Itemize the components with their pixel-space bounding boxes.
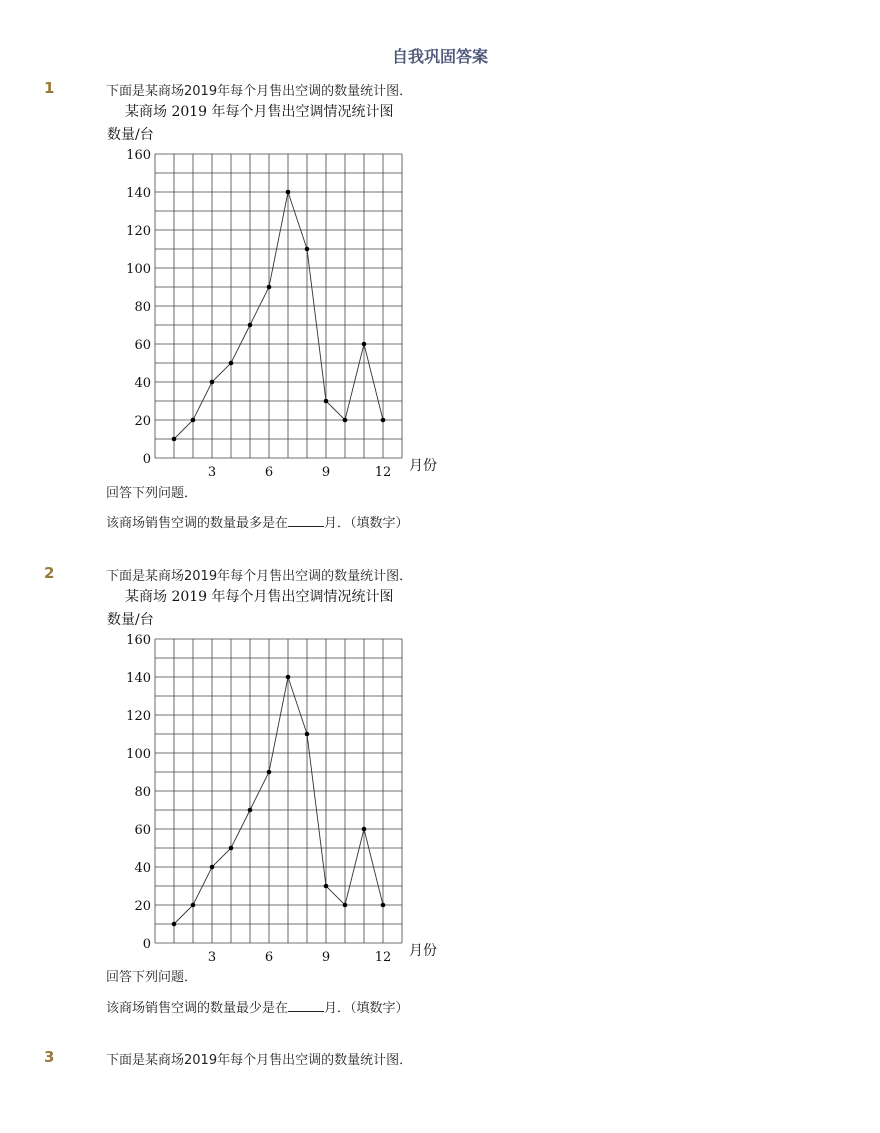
question-number: 2 xyxy=(44,564,55,582)
y-tick-label: 100 xyxy=(126,262,151,277)
question-sub: 回答下列问题． xyxy=(106,970,198,985)
x-tick-label: 12 xyxy=(374,465,392,480)
x-tick-label: 6 xyxy=(264,465,274,480)
question-intro: 下面是某商场2019年每个月售出空调的数量统计图． xyxy=(106,1053,413,1068)
y-tick-label: 140 xyxy=(126,186,151,201)
x-tick-label: 9 xyxy=(321,465,331,480)
series-line xyxy=(174,677,383,924)
y-tick-label: 20 xyxy=(134,899,151,914)
data-point xyxy=(343,903,348,908)
y-tick-label: 60 xyxy=(134,338,151,353)
x-axis-label: 月份 xyxy=(409,943,437,959)
data-point xyxy=(229,361,234,366)
data-point xyxy=(286,190,291,195)
data-point xyxy=(267,770,272,775)
prompt-before: 该商场销售空调的数量最少是在 xyxy=(106,1001,289,1016)
data-point xyxy=(305,732,310,737)
y-tick-label: 0 xyxy=(142,937,151,952)
data-point xyxy=(324,884,329,889)
answer-blank[interactable] xyxy=(288,999,324,1012)
y-tick-label: 160 xyxy=(126,148,151,163)
prompt-after: 月．（填数字） xyxy=(324,1001,409,1016)
question-prompt xyxy=(106,997,409,1016)
y-tick-label: 120 xyxy=(126,709,151,724)
y-tick-label: 120 xyxy=(126,224,151,239)
chart-title: 某商场 2019 年每个月售出空调情况统计图 xyxy=(125,589,394,605)
data-point xyxy=(191,418,196,423)
chart-svg xyxy=(100,581,450,965)
prompt-before: 该商场销售空调的数量最多是在 xyxy=(106,516,289,531)
data-point xyxy=(267,285,272,290)
question-intro: 下面是某商场2019年每个月售出空调的数量统计图． xyxy=(106,84,413,99)
chart-svg xyxy=(100,96,450,480)
y-tick-label: 60 xyxy=(134,823,151,838)
y-tick-label: 40 xyxy=(134,861,151,876)
y-axis-label: 数量/台 xyxy=(107,612,154,628)
y-tick-label: 100 xyxy=(126,747,151,762)
data-point xyxy=(172,437,177,442)
data-point xyxy=(210,865,215,870)
question-number: 1 xyxy=(44,79,55,97)
data-point xyxy=(191,903,196,908)
line-chart xyxy=(100,96,450,480)
line-chart xyxy=(100,581,450,965)
data-point xyxy=(362,342,367,347)
question-sub: 回答下列问题． xyxy=(106,486,198,501)
question-prompt xyxy=(106,512,409,531)
y-tick-label: 80 xyxy=(134,300,151,315)
y-tick-label: 160 xyxy=(126,633,151,648)
data-point xyxy=(248,808,253,813)
grid xyxy=(155,639,402,943)
data-point xyxy=(286,675,291,680)
data-point xyxy=(305,247,310,252)
data-point xyxy=(381,418,386,423)
x-axis-label: 月份 xyxy=(409,458,437,474)
x-tick-label: 6 xyxy=(264,950,274,965)
page-title: 自我巩固答案 xyxy=(391,47,488,66)
y-tick-label: 40 xyxy=(134,376,151,391)
chart-title: 某商场 2019 年每个月售出空调情况统计图 xyxy=(125,104,394,120)
y-tick-label: 80 xyxy=(134,785,151,800)
data-point xyxy=(248,323,253,328)
question-intro: 下面是某商场2019年每个月售出空调的数量统计图． xyxy=(106,569,413,584)
data-point xyxy=(362,827,367,832)
answer-blank[interactable] xyxy=(288,514,324,527)
x-tick-label: 3 xyxy=(207,465,217,480)
data-point xyxy=(172,922,177,927)
data-point xyxy=(343,418,348,423)
y-tick-label: 140 xyxy=(126,671,151,686)
x-tick-label: 12 xyxy=(374,950,392,965)
y-axis-label: 数量/台 xyxy=(107,127,154,143)
y-tick-label: 20 xyxy=(134,414,151,429)
data-point xyxy=(229,846,234,851)
data-point xyxy=(210,380,215,385)
prompt-after: 月．（填数字） xyxy=(324,516,409,531)
x-tick-label: 9 xyxy=(321,950,331,965)
question-number: 3 xyxy=(44,1048,55,1066)
grid xyxy=(155,154,402,458)
data-point xyxy=(381,903,386,908)
y-tick-label: 0 xyxy=(142,452,151,467)
data-point xyxy=(324,399,329,404)
series-line xyxy=(174,192,383,439)
x-tick-label: 3 xyxy=(207,950,217,965)
